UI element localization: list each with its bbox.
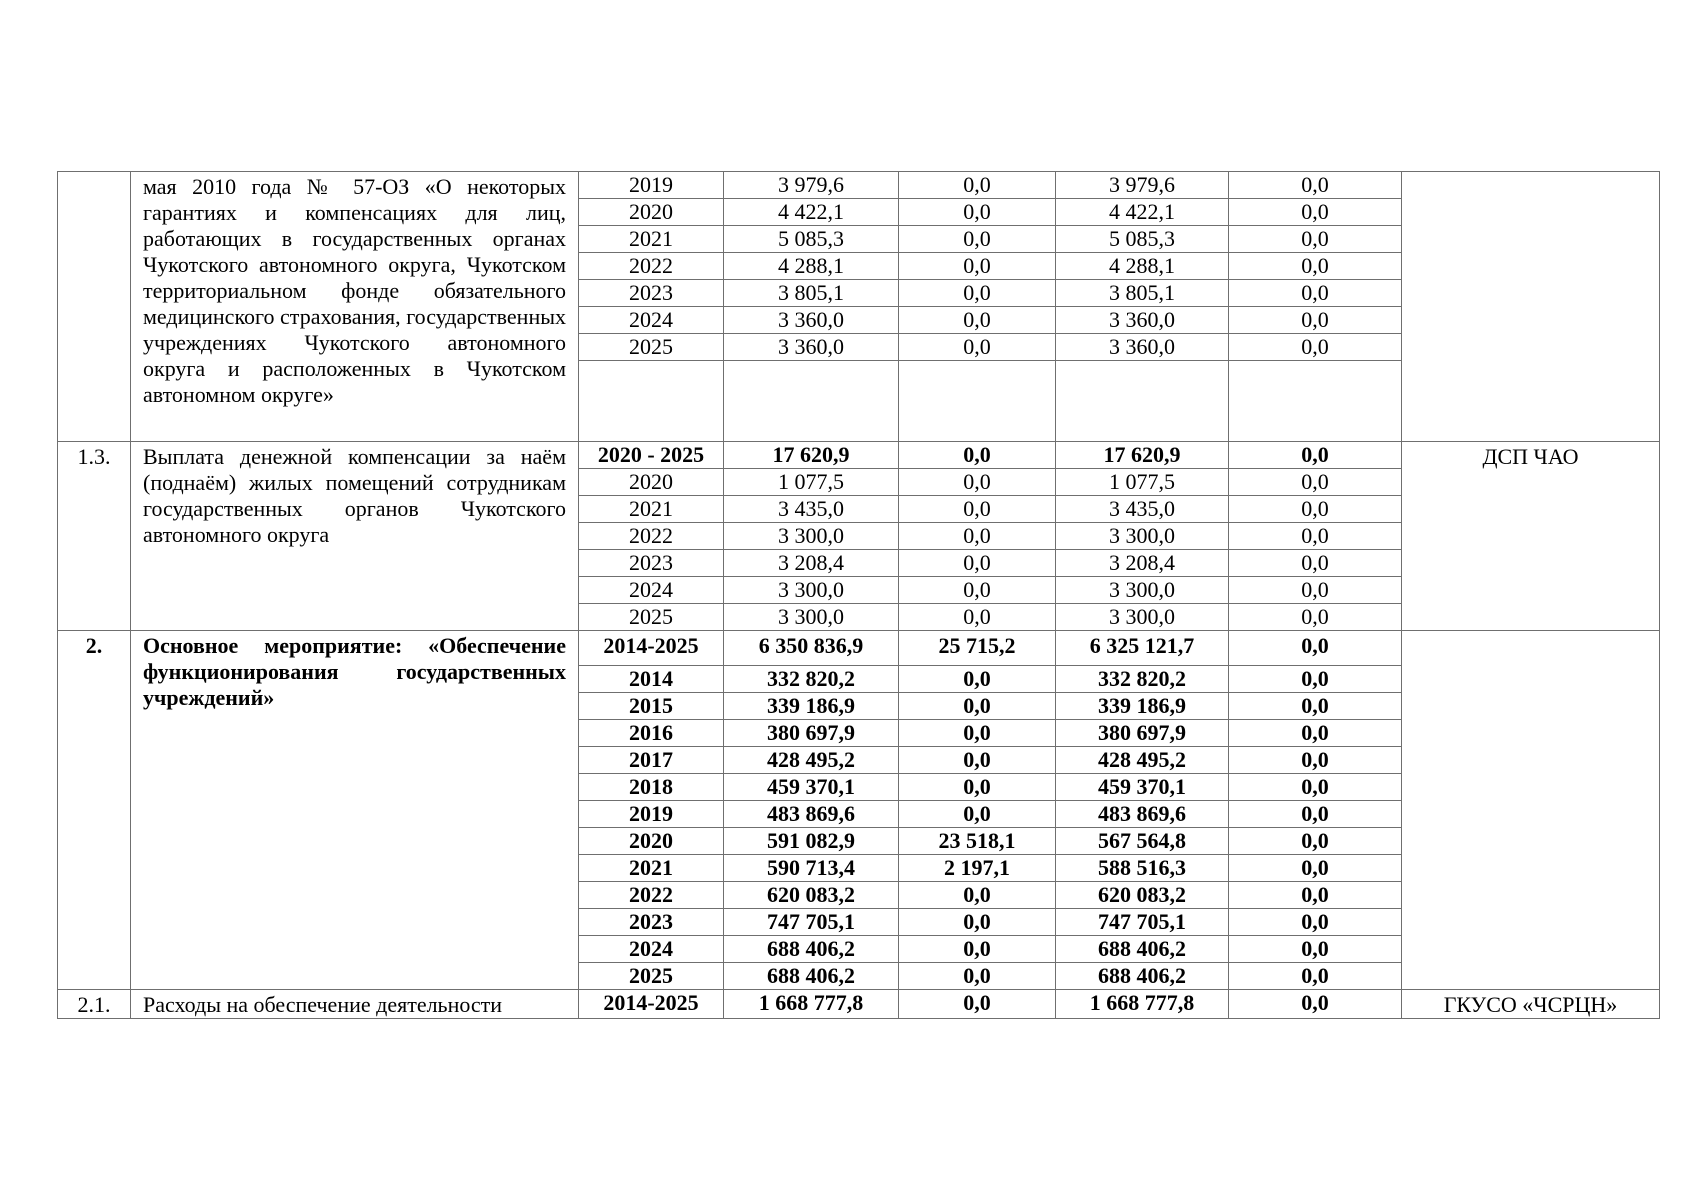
cell-regional: 1 077,5: [1056, 469, 1229, 496]
cell-period: 2025: [579, 604, 724, 631]
cell-federal: 0,0: [899, 523, 1056, 550]
cell-period: 2022: [579, 253, 724, 280]
item-description: Основное мероприятие: «Обеспечение функционирования государственных учреждений»: [131, 631, 579, 990]
cell-federal: 0,0: [899, 963, 1056, 990]
cell-period: 2021: [579, 496, 724, 523]
cell-total: 3 360,0: [724, 334, 899, 361]
cell-federal: 0,0: [899, 774, 1056, 801]
cell-federal: 0,0: [899, 172, 1056, 199]
cell-regional: 339 186,9: [1056, 693, 1229, 720]
cell-regional: 3 979,6: [1056, 172, 1229, 199]
cell-period: 2023: [579, 550, 724, 577]
cell-period: 2021: [579, 855, 724, 882]
cell-federal: 0,0: [899, 577, 1056, 604]
cell-other: 0,0: [1229, 909, 1402, 936]
cell-other: 0,0: [1229, 801, 1402, 828]
cell-regional: 3 435,0: [1056, 496, 1229, 523]
cell-total: 332 820,2: [724, 666, 899, 693]
item-description: мая 2010 года № 57-ОЗ «О некоторых гарантиях и компенсациях для лиц, работающих в государственных органах Чукотского автономного округа, Чукотском территориальном фонде обязательного медицинского страхования, государственных учреждениях Чукотского автономного округа и расположенных в Чукотском автономном округе»: [131, 172, 579, 442]
cell-period: 2015: [579, 693, 724, 720]
cell-other: 0,0: [1229, 747, 1402, 774]
cell-regional: 3 805,1: [1056, 280, 1229, 307]
cell-other: 0,0: [1229, 523, 1402, 550]
cell-period: 2020 - 2025: [579, 442, 724, 469]
cell-other: 0,0: [1229, 307, 1402, 334]
cell-federal: 0,0: [899, 909, 1056, 936]
cell-federal: 2 197,1: [899, 855, 1056, 882]
item-executor: ГКУСО «ЧСРЦН»: [1402, 990, 1660, 1019]
cell-total: 620 083,2: [724, 882, 899, 909]
cell-federal: 0,0: [899, 307, 1056, 334]
cell-other: 0,0: [1229, 469, 1402, 496]
cell-total: 459 370,1: [724, 774, 899, 801]
cell-regional: 3 360,0: [1056, 334, 1229, 361]
cell-period: 2019: [579, 801, 724, 828]
cell-regional: 4 422,1: [1056, 199, 1229, 226]
cell-other: 0,0: [1229, 936, 1402, 963]
cell-total: 1 077,5: [724, 469, 899, 496]
cell-total: 3 300,0: [724, 577, 899, 604]
cell-total: 3 805,1: [724, 280, 899, 307]
cell-period: 2023: [579, 909, 724, 936]
empty-cell: [1056, 361, 1229, 442]
cell-regional: 332 820,2: [1056, 666, 1229, 693]
cell-total: 590 713,4: [724, 855, 899, 882]
cell-other: 0,0: [1229, 882, 1402, 909]
cell-federal: 0,0: [899, 496, 1056, 523]
cell-period: 2020: [579, 828, 724, 855]
item-code: [58, 172, 131, 442]
cell-period: 2024: [579, 577, 724, 604]
cell-regional: 1 668 777,8: [1056, 990, 1229, 1019]
table-body: [58, 172, 1660, 1019]
cell-period: 2014-2025: [579, 631, 724, 666]
cell-other: 0,0: [1229, 990, 1402, 1019]
cell-total: 4 422,1: [724, 199, 899, 226]
cell-period: 2025: [579, 334, 724, 361]
cell-total: 17 620,9: [724, 442, 899, 469]
cell-total: 4 288,1: [724, 253, 899, 280]
cell-period: 2020: [579, 469, 724, 496]
cell-regional: 428 495,2: [1056, 747, 1229, 774]
cell-other: 0,0: [1229, 550, 1402, 577]
cell-period: 2019: [579, 172, 724, 199]
cell-federal: 0,0: [899, 334, 1056, 361]
cell-total: 3 208,4: [724, 550, 899, 577]
item-executor: [1402, 172, 1660, 442]
cell-other: 0,0: [1229, 666, 1402, 693]
cell-period: 2021: [579, 226, 724, 253]
cell-federal: 0,0: [899, 666, 1056, 693]
cell-regional: 588 516,3: [1056, 855, 1229, 882]
cell-period: 2020: [579, 199, 724, 226]
cell-federal: 0,0: [899, 693, 1056, 720]
cell-other: 0,0: [1229, 828, 1402, 855]
cell-period: 2025: [579, 963, 724, 990]
cell-period: 2024: [579, 307, 724, 334]
cell-regional: 620 083,2: [1056, 882, 1229, 909]
cell-period: 2022: [579, 523, 724, 550]
cell-other: 0,0: [1229, 172, 1402, 199]
cell-regional: 3 300,0: [1056, 577, 1229, 604]
cell-other: 0,0: [1229, 693, 1402, 720]
cell-other: 0,0: [1229, 496, 1402, 523]
cell-period: 2014: [579, 666, 724, 693]
cell-total: 3 300,0: [724, 523, 899, 550]
item-description: Расходы на обеспечение деятельности: [131, 990, 579, 1019]
cell-period: 2014-2025: [579, 990, 724, 1019]
cell-total: 3 435,0: [724, 496, 899, 523]
cell-regional: 17 620,9: [1056, 442, 1229, 469]
cell-regional: 567 564,8: [1056, 828, 1229, 855]
cell-federal: 0,0: [899, 253, 1056, 280]
cell-total: 3 979,6: [724, 172, 899, 199]
cell-regional: 3 300,0: [1056, 604, 1229, 631]
table-row: [58, 442, 1660, 469]
cell-federal: 0,0: [899, 882, 1056, 909]
cell-total: 428 495,2: [724, 747, 899, 774]
cell-federal: 0,0: [899, 469, 1056, 496]
empty-cell: [579, 361, 724, 442]
cell-regional: 459 370,1: [1056, 774, 1229, 801]
cell-total: 380 697,9: [724, 720, 899, 747]
cell-regional: 747 705,1: [1056, 909, 1229, 936]
cell-total: 5 085,3: [724, 226, 899, 253]
cell-other: 0,0: [1229, 253, 1402, 280]
cell-regional: 3 300,0: [1056, 523, 1229, 550]
cell-other: 0,0: [1229, 963, 1402, 990]
cell-total: 6 350 836,9: [724, 631, 899, 666]
cell-regional: 688 406,2: [1056, 936, 1229, 963]
cell-other: 0,0: [1229, 334, 1402, 361]
cell-federal: 0,0: [899, 801, 1056, 828]
budget-table: [57, 171, 1660, 1019]
cell-federal: 25 715,2: [899, 631, 1056, 666]
cell-regional: 5 085,3: [1056, 226, 1229, 253]
empty-cell: [1229, 361, 1402, 442]
item-code: 2.1.: [58, 990, 131, 1019]
cell-total: 3 300,0: [724, 604, 899, 631]
cell-federal: 0,0: [899, 604, 1056, 631]
cell-period: 2018: [579, 774, 724, 801]
cell-other: 0,0: [1229, 577, 1402, 604]
item-code: 2.: [58, 631, 131, 990]
cell-period: 2024: [579, 936, 724, 963]
cell-federal: 0,0: [899, 720, 1056, 747]
item-executor: [1402, 631, 1660, 990]
cell-federal: 23 518,1: [899, 828, 1056, 855]
cell-other: 0,0: [1229, 774, 1402, 801]
cell-other: 0,0: [1229, 280, 1402, 307]
cell-other: 0,0: [1229, 604, 1402, 631]
cell-regional: 688 406,2: [1056, 963, 1229, 990]
cell-total: 1 668 777,8: [724, 990, 899, 1019]
cell-other: 0,0: [1229, 720, 1402, 747]
cell-period: 2016: [579, 720, 724, 747]
cell-federal: 0,0: [899, 442, 1056, 469]
cell-total: 483 869,6: [724, 801, 899, 828]
cell-federal: 0,0: [899, 280, 1056, 307]
cell-federal: 0,0: [899, 550, 1056, 577]
cell-total: 747 705,1: [724, 909, 899, 936]
item-executor: ДСП ЧАО: [1402, 442, 1660, 631]
cell-period: 2023: [579, 280, 724, 307]
cell-total: 3 360,0: [724, 307, 899, 334]
cell-period: 2022: [579, 882, 724, 909]
cell-other: 0,0: [1229, 855, 1402, 882]
cell-other: 0,0: [1229, 226, 1402, 253]
cell-regional: 483 869,6: [1056, 801, 1229, 828]
table-row: [58, 631, 1660, 666]
cell-federal: 0,0: [899, 747, 1056, 774]
table-row: [58, 172, 1660, 199]
cell-other: 0,0: [1229, 199, 1402, 226]
cell-regional: 3 208,4: [1056, 550, 1229, 577]
cell-total: 688 406,2: [724, 936, 899, 963]
cell-federal: 0,0: [899, 199, 1056, 226]
empty-cell: [724, 361, 899, 442]
item-description: Выплата денежной компенсации за наём (поднаём) жилых помещений сотрудникам государственных органов Чукотского автономного округа: [131, 442, 579, 631]
cell-other: 0,0: [1229, 442, 1402, 469]
cell-total: 688 406,2: [724, 963, 899, 990]
cell-federal: 0,0: [899, 936, 1056, 963]
cell-regional: 6 325 121,7: [1056, 631, 1229, 666]
cell-period: 2017: [579, 747, 724, 774]
cell-regional: 4 288,1: [1056, 253, 1229, 280]
empty-cell: [899, 361, 1056, 442]
cell-total: 339 186,9: [724, 693, 899, 720]
cell-other: 0,0: [1229, 631, 1402, 666]
cell-federal: 0,0: [899, 226, 1056, 253]
cell-regional: 380 697,9: [1056, 720, 1229, 747]
cell-total: 591 082,9: [724, 828, 899, 855]
table-row: [58, 990, 1660, 1019]
cell-regional: 3 360,0: [1056, 307, 1229, 334]
item-code: 1.3.: [58, 442, 131, 631]
cell-federal: 0,0: [899, 990, 1056, 1019]
